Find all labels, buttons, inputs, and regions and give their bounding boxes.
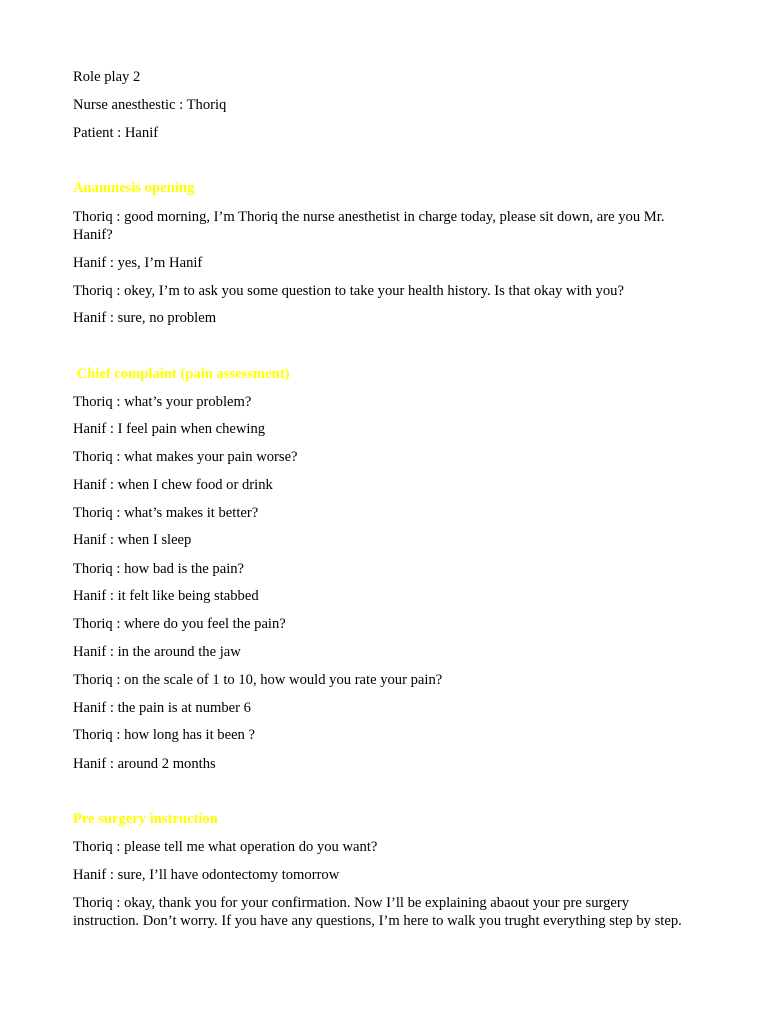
dialogue-line: Hanif : yes, I’m Hanif <box>73 255 203 271</box>
dialogue-line: Thoriq : what makes your pain worse? <box>73 449 298 465</box>
nurse-line: Nurse anesthestic : Thoriq <box>73 97 227 113</box>
dialogue-line: Thoriq : what’s your problem? <box>73 394 252 410</box>
dialogue-line: Thoriq : what’s makes it better? <box>73 505 259 521</box>
dialogue-line: Thoriq : on the scale of 1 to 10, how would you rate your pain? <box>73 672 443 688</box>
section-heading-chief-complaint: Chief complaint (pain assessment) <box>73 366 290 382</box>
dialogue-line: Thoriq : how bad is the pain? <box>73 561 245 577</box>
dialogue-line: Hanif : around 2 months <box>73 756 216 772</box>
dialogue-line: Thoriq : okey, I’m to ask you some question to take your health history. Is that okay with you? <box>73 283 624 299</box>
dialogue-line: Thoriq : okay, thank you for your confirmation. Now I’ll be explaining abaout your pre surgery instruction. Don’t worry. If you have any questions, I’m here to walk you trught everything step by step. <box>73 895 682 929</box>
dialogue-line: Hanif : sure, I’ll have odontectomy tomorrow <box>73 867 340 883</box>
document-title: Role play 2 <box>73 69 141 85</box>
patient-line: Patient : Hanif <box>73 125 159 141</box>
dialogue-line: Hanif : I feel pain when chewing <box>73 421 266 437</box>
dialogue-line: Thoriq : good morning, I’m Thoriq the nurse anesthetist in charge today, please sit down, are you Mr. Hanif? <box>73 209 665 243</box>
section-heading-pre-surgery: Pre surgery instruction <box>73 811 218 827</box>
dialogue-line: Thoriq : please tell me what operation do you want? <box>73 839 378 855</box>
dialogue-line: Hanif : in the around the jaw <box>73 644 241 660</box>
dialogue-line: Hanif : the pain is at number 6 <box>73 700 251 716</box>
dialogue-line: Hanif : sure, no problem <box>73 310 217 326</box>
dialogue-line: Thoriq : how long has it been ? <box>73 727 255 743</box>
dialogue-line: Thoriq : where do you feel the pain? <box>73 616 286 632</box>
dialogue-line: Hanif : when I sleep <box>73 532 192 548</box>
dialogue-line: Hanif : it felt like being stabbed <box>73 588 259 604</box>
section-heading-anamnesis: Anamnesis opening <box>73 180 195 196</box>
dialogue-line: Hanif : when I chew food or drink <box>73 477 273 493</box>
